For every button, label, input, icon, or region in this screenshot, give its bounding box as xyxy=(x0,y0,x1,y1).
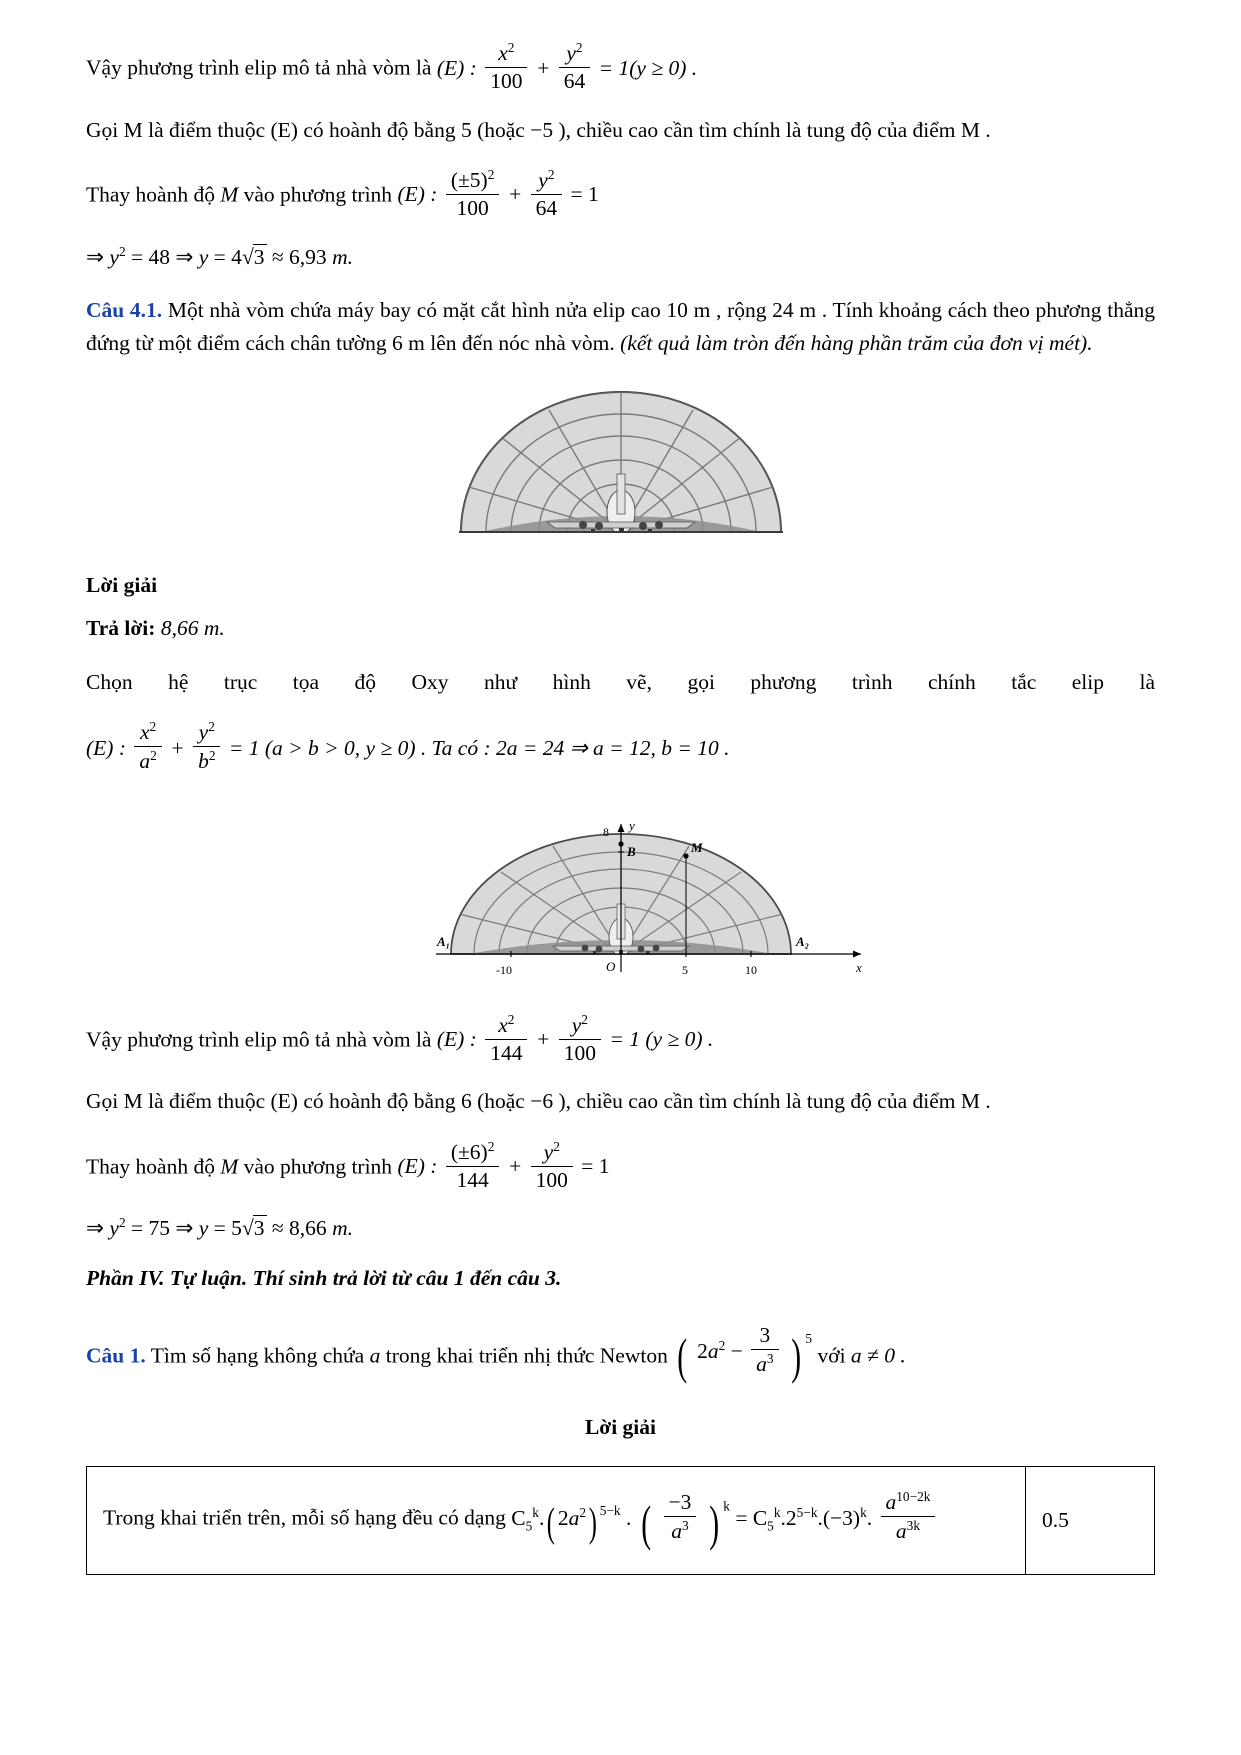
paragraph-tra-loi xyxy=(86,612,1155,645)
text-vay-phuong-trinh-2: Vậy phương trình elip mô tả nhà vòm là xyxy=(86,1027,432,1052)
text-cau-4-1: Một nhà vòm chứa máy bay có mặt cắt hình nửa elip cao 10 m , rộng 24 m . Tính khoảng cách theo phương thẳng đứng từ một điểm cách chân tường 6 m lên đến nóc nhà vòm. xyxy=(86,297,1156,356)
text-vao-phuong-trinh-1: vào phương trình xyxy=(243,182,393,207)
figure-hangar-with-axes xyxy=(86,794,1155,994)
equation-3: ⇒ $y^2 = 48$ ⇒ y = 4√3 ≈ 6,93 m. xyxy=(86,243,353,269)
paragraph-substitute-2 xyxy=(86,1139,1155,1193)
point-label-A1: A₁ xyxy=(436,933,450,949)
frac-den-100: 100 xyxy=(490,68,523,93)
frac-num-x4: x xyxy=(139,720,150,745)
eq-label-5: (E) : xyxy=(436,1027,477,1052)
eq-tail-1: = 1(y ≥ 0) . xyxy=(598,55,698,80)
frac-den-100d: 100 xyxy=(535,1167,568,1192)
condition-a-neq-0: a ≠ 0 . xyxy=(850,1342,906,1367)
paragraph-cau-4-1 xyxy=(86,294,1155,361)
paragraph-result-1 xyxy=(86,241,1155,274)
frac-num-pm6: (±6) xyxy=(450,1139,488,1164)
score-table xyxy=(86,1466,1155,1575)
paragraph-ellipse-equation-1 xyxy=(86,40,1155,94)
eq-label-1: (E) : xyxy=(436,55,477,80)
frac-num-y5: y xyxy=(571,1012,582,1037)
fraction-x2-144: $\frac{x^2}{144}$ xyxy=(485,1012,527,1066)
paragraph-cau-1 xyxy=(86,1319,1155,1396)
frac-num-x5: x xyxy=(498,1012,508,1037)
table-cell-score: 0.5 xyxy=(1026,1467,1155,1575)
label-cau-4-1: Câu 4.1. xyxy=(86,297,163,322)
fraction-y2-100b: $\frac{y^2}{100}$ xyxy=(531,1139,573,1193)
tick-label-minus10: -10 xyxy=(495,962,512,977)
var-M-2: M xyxy=(220,1154,239,1179)
heading-phan-iv: Phần IV. Tự luận. Thí sinh trả lời từ câu 1 đến câu 3. xyxy=(86,1265,562,1290)
eq-tail-2: = 1 xyxy=(570,182,599,207)
figure-hangar-photo xyxy=(86,382,1155,547)
eq-label-4: (E) : xyxy=(86,735,126,760)
text-cau-1-b: trong khai triển nhị thức Newton xyxy=(385,1342,668,1367)
frac-den-144: 144 xyxy=(490,1040,523,1065)
fraction-pm6-144: $\frac{(\pm 6)^2}{144}$ xyxy=(446,1139,500,1193)
point-label-M: M xyxy=(690,839,703,855)
equation-7: ⇒ $y^2 = 75$ ⇒ y = 5√3 ≈ 8,66 m. xyxy=(86,1215,353,1241)
hangar-half-ellipse-photo xyxy=(451,382,791,542)
table-row xyxy=(87,1467,1155,1575)
text-vao-phuong-trinh-2: vào phương trình xyxy=(243,1154,393,1179)
fraction-pm5-100: $\frac{(\pm 5)^2}{100}$ xyxy=(446,167,500,221)
paragraph-canonical-equation xyxy=(86,719,1155,774)
frac-den-b: b xyxy=(198,749,209,774)
paragraph-point-M-2: Gọi M là điểm thuộc (E) có hoành độ bằng 6 (hoặc −6 ), chiều cao cần tìm chính là tung độ của điểm M . xyxy=(86,1089,991,1114)
heading-loi-giai-1: Lời giải xyxy=(86,573,158,598)
equation-1: (E) : $\frac{x^2}{100}$ + $\frac{y^2}{64}$ = 1(y ≥ 0) . xyxy=(436,40,698,93)
paragraph-ellipse-equation-2 xyxy=(86,1012,1155,1066)
equation-2: (E) : $\frac{(\pm 5)^2}{100}$ + $\frac{y^2}{64}$ = 1 xyxy=(397,166,599,220)
eq-tail-6: = 1 xyxy=(581,1154,610,1179)
fraction-x2-a2: $\frac{x^2}{a^2}$ xyxy=(134,719,161,774)
axis-y-label: y xyxy=(628,817,635,833)
tick-label-5: 5 xyxy=(681,962,688,977)
label-tra-loi: Trả lời: xyxy=(86,616,156,641)
fraction-y2-b2: $\frac{y^2}{b^2}$ xyxy=(193,719,220,774)
fraction-a10-2k-a3k: $\frac{a^{10-2k}}{a^{3k}}$ xyxy=(881,1489,936,1544)
eq-tail-4: = 1 (a > b > 0, y ≥ 0) . Ta có : 2a = 24 ⇒ a = 12, b = 10 . xyxy=(228,735,730,760)
frac-den-100b: 100 xyxy=(456,195,489,220)
text-thay-hoanh-do-2: Thay hoành độ xyxy=(86,1154,215,1179)
eq-label-2: (E) : xyxy=(397,182,438,207)
eq-label-6: (E) : xyxy=(397,1154,438,1179)
var-a-cau1: a xyxy=(369,1342,381,1367)
frac-den-64b: 64 xyxy=(535,195,558,220)
axis-x-label: x xyxy=(855,959,862,975)
expression-newton-binomial: ( $2a^2$ − $\frac{3}{a^3}$ ) $^5$ xyxy=(677,1323,813,1384)
expression-general-term: $C_5^k$.( $2a^2$) $^{5-k}$ . ( $\frac{-3}{a^3}$ ) $^k = C_5^k.2^{5-k}.(-3)^k$. $\frac{a^{10-2k}}{a^{3k}}$ xyxy=(511,1506,938,1530)
equation-6: (E) : $\frac{(\pm 6)^2}{144}$ + $\frac{y^2}{100}$ = 1 xyxy=(397,1138,610,1192)
paragraph-point-M-1: Gọi M là điểm thuộc (E) có hoành độ bằng 5 (hoặc −5 ), chiều cao cần tìm chính là tung độ của điểm M . xyxy=(86,117,991,142)
frac-den-64: 64 xyxy=(563,68,586,93)
point-label-B: B xyxy=(626,843,636,859)
frac-num-y4: y xyxy=(198,720,209,745)
text-cau-1-a: Tìm số hạng không chứa xyxy=(150,1342,365,1367)
label-cau-1: Câu 1. xyxy=(86,1342,146,1367)
frac-den-144b: 144 xyxy=(456,1167,489,1192)
fraction-y2-100: $\frac{y^2}{100}$ xyxy=(559,1012,601,1066)
var-M-1: M xyxy=(220,182,239,207)
text-khai-trien: Trong khai triển trên, mỗi số hạng đều có dạng xyxy=(103,1505,506,1530)
fraction-x2-100: $\frac{x^2}{100}$ xyxy=(485,40,527,94)
text-cau-1-c: với xyxy=(817,1342,846,1367)
frac-den-100c: 100 xyxy=(563,1040,596,1065)
paragraph-chon-he-truc: Chọn hệ trục tọa độ Oxy như hình vẽ, gọi phương trình chính tắc elip là xyxy=(86,669,1155,694)
origin-label: O xyxy=(605,958,615,974)
table-cell-content xyxy=(87,1467,1026,1575)
equation-5: (E) : $\frac{x^2}{144}$ + $\frac{y^2}{100}$ = 1 (y ≥ 0) . xyxy=(436,1011,714,1065)
hangar-half-ellipse-with-axes xyxy=(341,794,901,989)
note-cau-4-1: (kết quả làm tròn đến hàng phần trăm của đơn vị mét). xyxy=(620,331,1093,356)
frac-num-y6: y xyxy=(543,1139,554,1164)
paragraph-substitute-1 xyxy=(86,167,1155,221)
fraction-3-a3: $\frac{3}{a^3}$ xyxy=(751,1323,778,1377)
frac-num-yb: y xyxy=(538,168,548,193)
point-label-A2: A₂ xyxy=(795,933,809,949)
equation-4: (E) : $\frac{x^2}{a^2}$ + $\frac{y^2}{b^2}$ = 1 (a > b > 0, y ≥ 0) . Ta có : 2a = 24 ⇒ a = 12, b = 10 . xyxy=(86,719,730,774)
value-tra-loi: 8,66 m. xyxy=(160,616,225,641)
fraction-y2-64: $\frac{y^2}{64}$ xyxy=(559,40,591,94)
frac-num-pm5: (±5) xyxy=(450,168,488,193)
frac-num-x: x xyxy=(498,41,508,66)
frac-den-a: a xyxy=(139,749,151,774)
paragraph-result-2 xyxy=(86,1212,1155,1245)
fraction-minus3-a3: $\frac{-3}{a^3}$ xyxy=(664,1490,697,1544)
tick-label-8: 8 xyxy=(602,824,609,839)
frac-num-y: y xyxy=(566,41,576,66)
fraction-y2-64b: $\frac{y^2}{64}$ xyxy=(531,167,563,221)
heading-loi-giai-2: Lời giải xyxy=(584,1415,657,1440)
eq-tail-5: = 1 (y ≥ 0) . xyxy=(609,1027,714,1052)
text-thay-hoanh-do-1: Thay hoành độ xyxy=(86,182,215,207)
tick-label-10: 10 xyxy=(744,962,757,977)
text-vay-phuong-trinh-1: Vậy phương trình elip mô tả nhà vòm là xyxy=(86,55,432,80)
